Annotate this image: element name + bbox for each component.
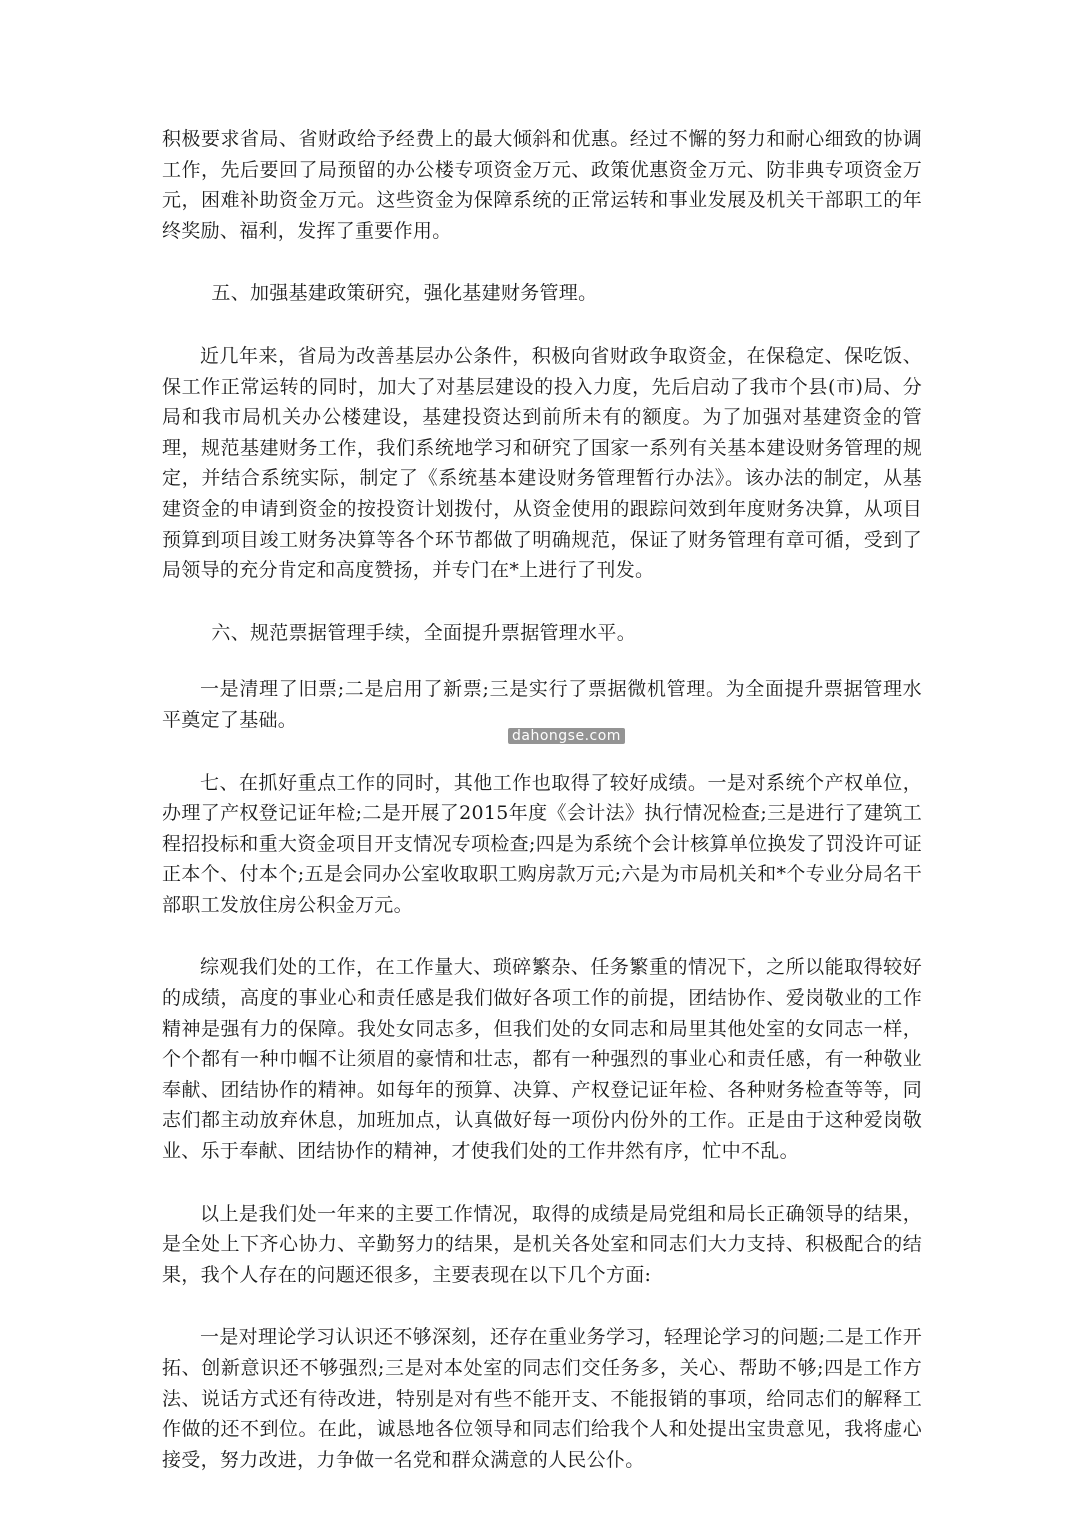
- paragraph-section-7: 七、在抓好重点工作的同时，其他工作也取得了较好成绩。一是对系统个产权单位，办理了产权登记证年检;二是开展了2015年度《会计法》执行情况检查;三是进行了建筑工程招投标和重大资金项目开支情况专项检查;四是为系统个会计核算单位换发了罚没许可证正本个、付本个;五是会同办公室收取职工购房款万元;六是为市局机关和*个专业分局名干部职工发放住房公积金万元。: [162, 771, 922, 916]
- paragraph-continuation: 积极要求省局、省财政给予经费上的最大倾斜和优惠。经过不懈的努力和耐心细致的协调工作，先后要回了局预留的办公楼专项资金万元、政策优惠资金万元、防非典专项资金万元，困难补助资金万元。这些资金为保障系统的正常运转和事业发展及机关干部职工的年终奖励、福利，发挥了重要作用。: [162, 128, 922, 242]
- paragraph-conclusion: 以上是我们处一年来的主要工作情况，取得的成绩是局党组和局长正确领导的结果，是全处上下齐心协力、辛勤努力的结果，是机关各处室和同志们大力支持、积极配合的结果，我个人存在的问题还很多，主要表现在以下几个方面:: [162, 1202, 922, 1286]
- document-body: [162, 124, 922, 1475]
- section-heading-6: 六、规范票据管理手续，全面提升票据管理水平。: [211, 621, 636, 644]
- paragraph-summary: 综观我们处的工作，在工作量大、琐碎繁杂、任务繁重的情况下，之所以能取得较好的成绩，高度的事业心和责任感是我们做好各项工作的前提，团结协作、爱岗敬业的工作精神是强有力的保障。我处女同志多，但我们处的女同志和局里其他处室的女同志一样，个个都有一种巾帼不让须眉的豪情和壮志，都有一种强烈的事业心和责任感，有一种敬业奉献、团结协作的精神。如每年的预算、决算、产权登记证年检、各种财务检查等等，同志们都主动放弃休息，加班加点，认真做好每一项份内份外的工作。正是由于这种爱岗敬业、乐于奉献、团结协作的精神，才使我们处的工作井然有序，忙中不乱。: [162, 956, 922, 1163]
- paragraph-section-5: 近几年来，省局为改善基层办公条件，积极向省财政争取资金，在保稳定、保吃饭、保工作正常运转的同时，加大了对基层建设的投入力度，先后启动了我市个县(市)局、分局和我市局机关办公楼建设，基建投资达到前所未有的额度。为了加强对基建资金的管理，规范基建财务工作，我们系统地学习和研究了国家一系列有关基本建设财务管理的规定，并结合系统实际，制定了《系统基本建设财务管理暂行办法》。该办法的制定，从基建资金的申请到资金的按投资计划拨付，从资金使用的跟踪问效到年度财务决算，从项目预算到项目竣工财务决算等各个环节都做了明确规范，保证了财务管理有章可循，受到了局领导的充分肯定和高度赞扬，并专门在*上进行了刊发。: [162, 344, 922, 582]
- paragraph-section-6: 一是清理了旧票;二是启用了新票;三是实行了票据微机管理。为全面提升票据管理水平奠定了基础。: [162, 678, 922, 731]
- section-heading-5: 五、加强基建政策研究，强化基建财务管理。: [211, 282, 598, 305]
- site-watermark: dahongse.com: [508, 728, 625, 744]
- paragraph-problems: 一是对理论学习认识还不够深刻，还存在重业务学习，轻理论学习的问题;二是工作开拓、创新意识还不够强烈;三是对本处室的同志们交任务多，关心、帮助不够;四是工作方法、说话方式还有待改进，特别是对有些不能开支、不能报销的事项，给同志们的解释工作做的还不到位。在此，诚恳地各位领导和同志们给我个人和处提出宝贵意见，我将虚心接受，努力改进，力争做一名党和群众满意的人民公仆。: [162, 1326, 922, 1471]
